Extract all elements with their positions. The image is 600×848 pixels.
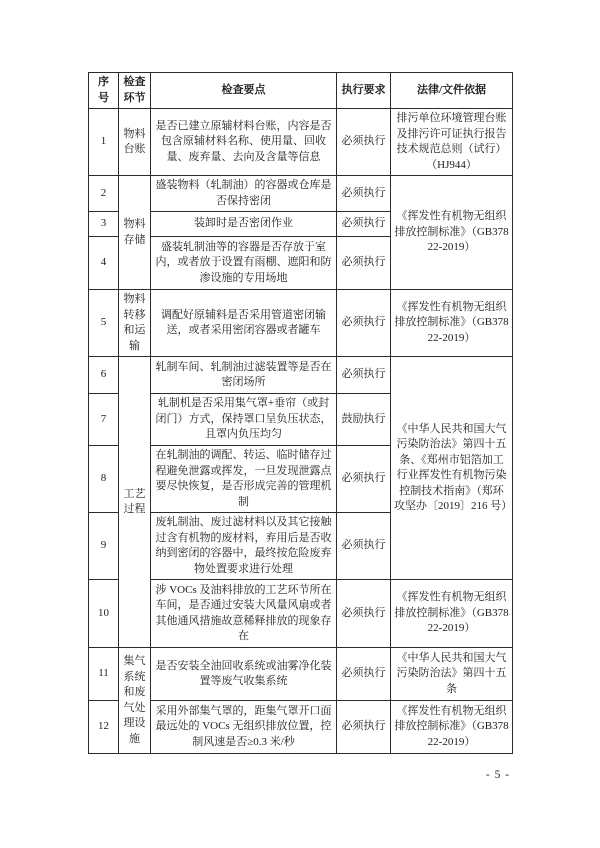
requirement-cell: 必须执行 bbox=[337, 648, 391, 701]
table-row bbox=[89, 701, 513, 754]
stage-cell bbox=[119, 648, 151, 754]
requirement-cell: 鼓励执行 bbox=[337, 394, 391, 446]
row-number: 3 bbox=[89, 212, 119, 237]
basis-cell: 《中华人民共和国大气污染防治法》第四十五条 bbox=[391, 648, 513, 701]
requirement-cell: 必须执行 bbox=[337, 701, 391, 754]
header-stage bbox=[119, 73, 151, 109]
row-number: 12 bbox=[89, 701, 119, 754]
header-point: 检查要点 bbox=[151, 73, 337, 109]
stage-label: 集气系统和废气处理设施 bbox=[123, 655, 146, 745]
point-cell: 在轧制油的调配、转运、临时储存过程避免泄露或挥发，一旦发现泄露点要尽快恢复，是否形成完善的管理机制 bbox=[151, 446, 337, 513]
point-cell: 调配好原辅料是否采用管道密闭输送，或者采用密闭容器或者罐车 bbox=[151, 290, 337, 357]
inspection-checklist-table bbox=[88, 72, 513, 754]
requirement-cell: 必须执行 bbox=[337, 513, 391, 580]
row-number: 8 bbox=[89, 446, 119, 513]
table-row bbox=[89, 648, 513, 701]
table-row bbox=[89, 290, 513, 357]
row-number: 7 bbox=[89, 394, 119, 446]
basis-cell: 《挥发性有机物无组织排放控制标准》（GB37822-2019） bbox=[391, 290, 513, 357]
stage-cell bbox=[119, 176, 151, 290]
basis-cell: 《挥发性有机物无组织排放控制标准》（GB37822-2019） bbox=[391, 176, 513, 290]
point-cell: 轧制车间、轧制油过滤装置等是否在密闭场所 bbox=[151, 357, 337, 394]
basis-cell: 排污单位环境管理台账及排污许可证执行报告技术规范总则（试行）（HJ944） bbox=[391, 109, 513, 176]
point-cell: 盛装物料（轧制油）的容器或仓库是否保持密闭 bbox=[151, 176, 337, 212]
table-row bbox=[89, 357, 513, 394]
table-row bbox=[89, 109, 513, 176]
point-cell: 是否已建立原辅材料台账，内容是否包含原辅材料名称、使用量、回收量、废弃量、去向及含量等信息 bbox=[151, 109, 337, 176]
point-cell: 盛装轧制油等的容器是否存放于室内，或者放于设置有雨棚、遮阳和防渗设施的专用场地 bbox=[151, 237, 337, 290]
requirement-cell: 必须执行 bbox=[337, 109, 391, 176]
row-number: 6 bbox=[89, 357, 119, 394]
requirement-cell: 必须执行 bbox=[337, 176, 391, 212]
row-number: 4 bbox=[89, 237, 119, 290]
table-row bbox=[89, 580, 513, 648]
point-cell: 废轧制油、废过滤材料以及其它接触过含有机物的废材料，弃用后是否收纳到密闭的容器中，最终按危险废弃物处置要求进行处理 bbox=[151, 513, 337, 580]
basis-cell: 《挥发性有机物无组织排放控制标准》（GB37822-2019） bbox=[391, 701, 513, 754]
header-stage-label: 检查环节 bbox=[123, 76, 146, 104]
requirement-cell: 必须执行 bbox=[337, 290, 391, 357]
row-number: 5 bbox=[89, 290, 119, 357]
point-cell: 轧制机是否采用集气罩+垂帘（或封闭门）方式，保持罩口呈负压状态，且罩内负压均匀 bbox=[151, 394, 337, 446]
header-basis: 法律/文件依据 bbox=[391, 73, 513, 109]
requirement-cell: 必须执行 bbox=[337, 446, 391, 513]
stage-cell bbox=[119, 109, 151, 176]
row-number: 11 bbox=[89, 648, 119, 701]
point-cell: 装卸时是否密闭作业 bbox=[151, 212, 337, 237]
stage-label: 物料转移和运输 bbox=[123, 293, 146, 352]
stage-cell bbox=[119, 290, 151, 357]
row-number: 2 bbox=[89, 176, 119, 212]
stage-label: 工艺过程 bbox=[123, 487, 146, 515]
header-no-label: 序号 bbox=[97, 76, 109, 104]
stage-cell bbox=[119, 357, 151, 648]
basis-cell: 《挥发性有机物无组织排放控制标准》（GB37822-2019） bbox=[391, 580, 513, 648]
requirement-cell: 必须执行 bbox=[337, 212, 391, 237]
stage-label: 物料存储 bbox=[123, 218, 146, 246]
stage-label: 物料台账 bbox=[123, 127, 146, 155]
requirement-cell: 必须执行 bbox=[337, 357, 391, 394]
row-number: 1 bbox=[89, 109, 119, 176]
row-number: 10 bbox=[89, 580, 119, 648]
header-no bbox=[89, 73, 119, 109]
header-row bbox=[89, 73, 513, 109]
requirement-cell: 必须执行 bbox=[337, 237, 391, 290]
page-number: - 5 - bbox=[485, 769, 511, 781]
point-cell: 涉 VOCs 及油料排放的工艺环节所在车间，是否通过安装大风量风扇或者其他通风措施故意稀释排放的现象存在 bbox=[151, 580, 337, 648]
basis-cell: 《中华人民共和国大气污染防治法》第四十五条、《郑州市铝箔加工行业挥发性有机物污染控制技术指南》（郑环攻坚办〔2019〕216 号） bbox=[391, 357, 513, 580]
row-number: 9 bbox=[89, 513, 119, 580]
table-row bbox=[89, 176, 513, 212]
header-requirement: 执行要求 bbox=[337, 73, 391, 109]
point-cell: 采用外部集气罩的，距集气罩开口面最远处的 VOCs 无组织排放位置，控制风速是否≥0.3 米/秒 bbox=[151, 701, 337, 754]
point-cell: 是否安装全油回收系统或油雾净化装置等废气收集系统 bbox=[151, 648, 337, 701]
requirement-cell: 必须执行 bbox=[337, 580, 391, 648]
